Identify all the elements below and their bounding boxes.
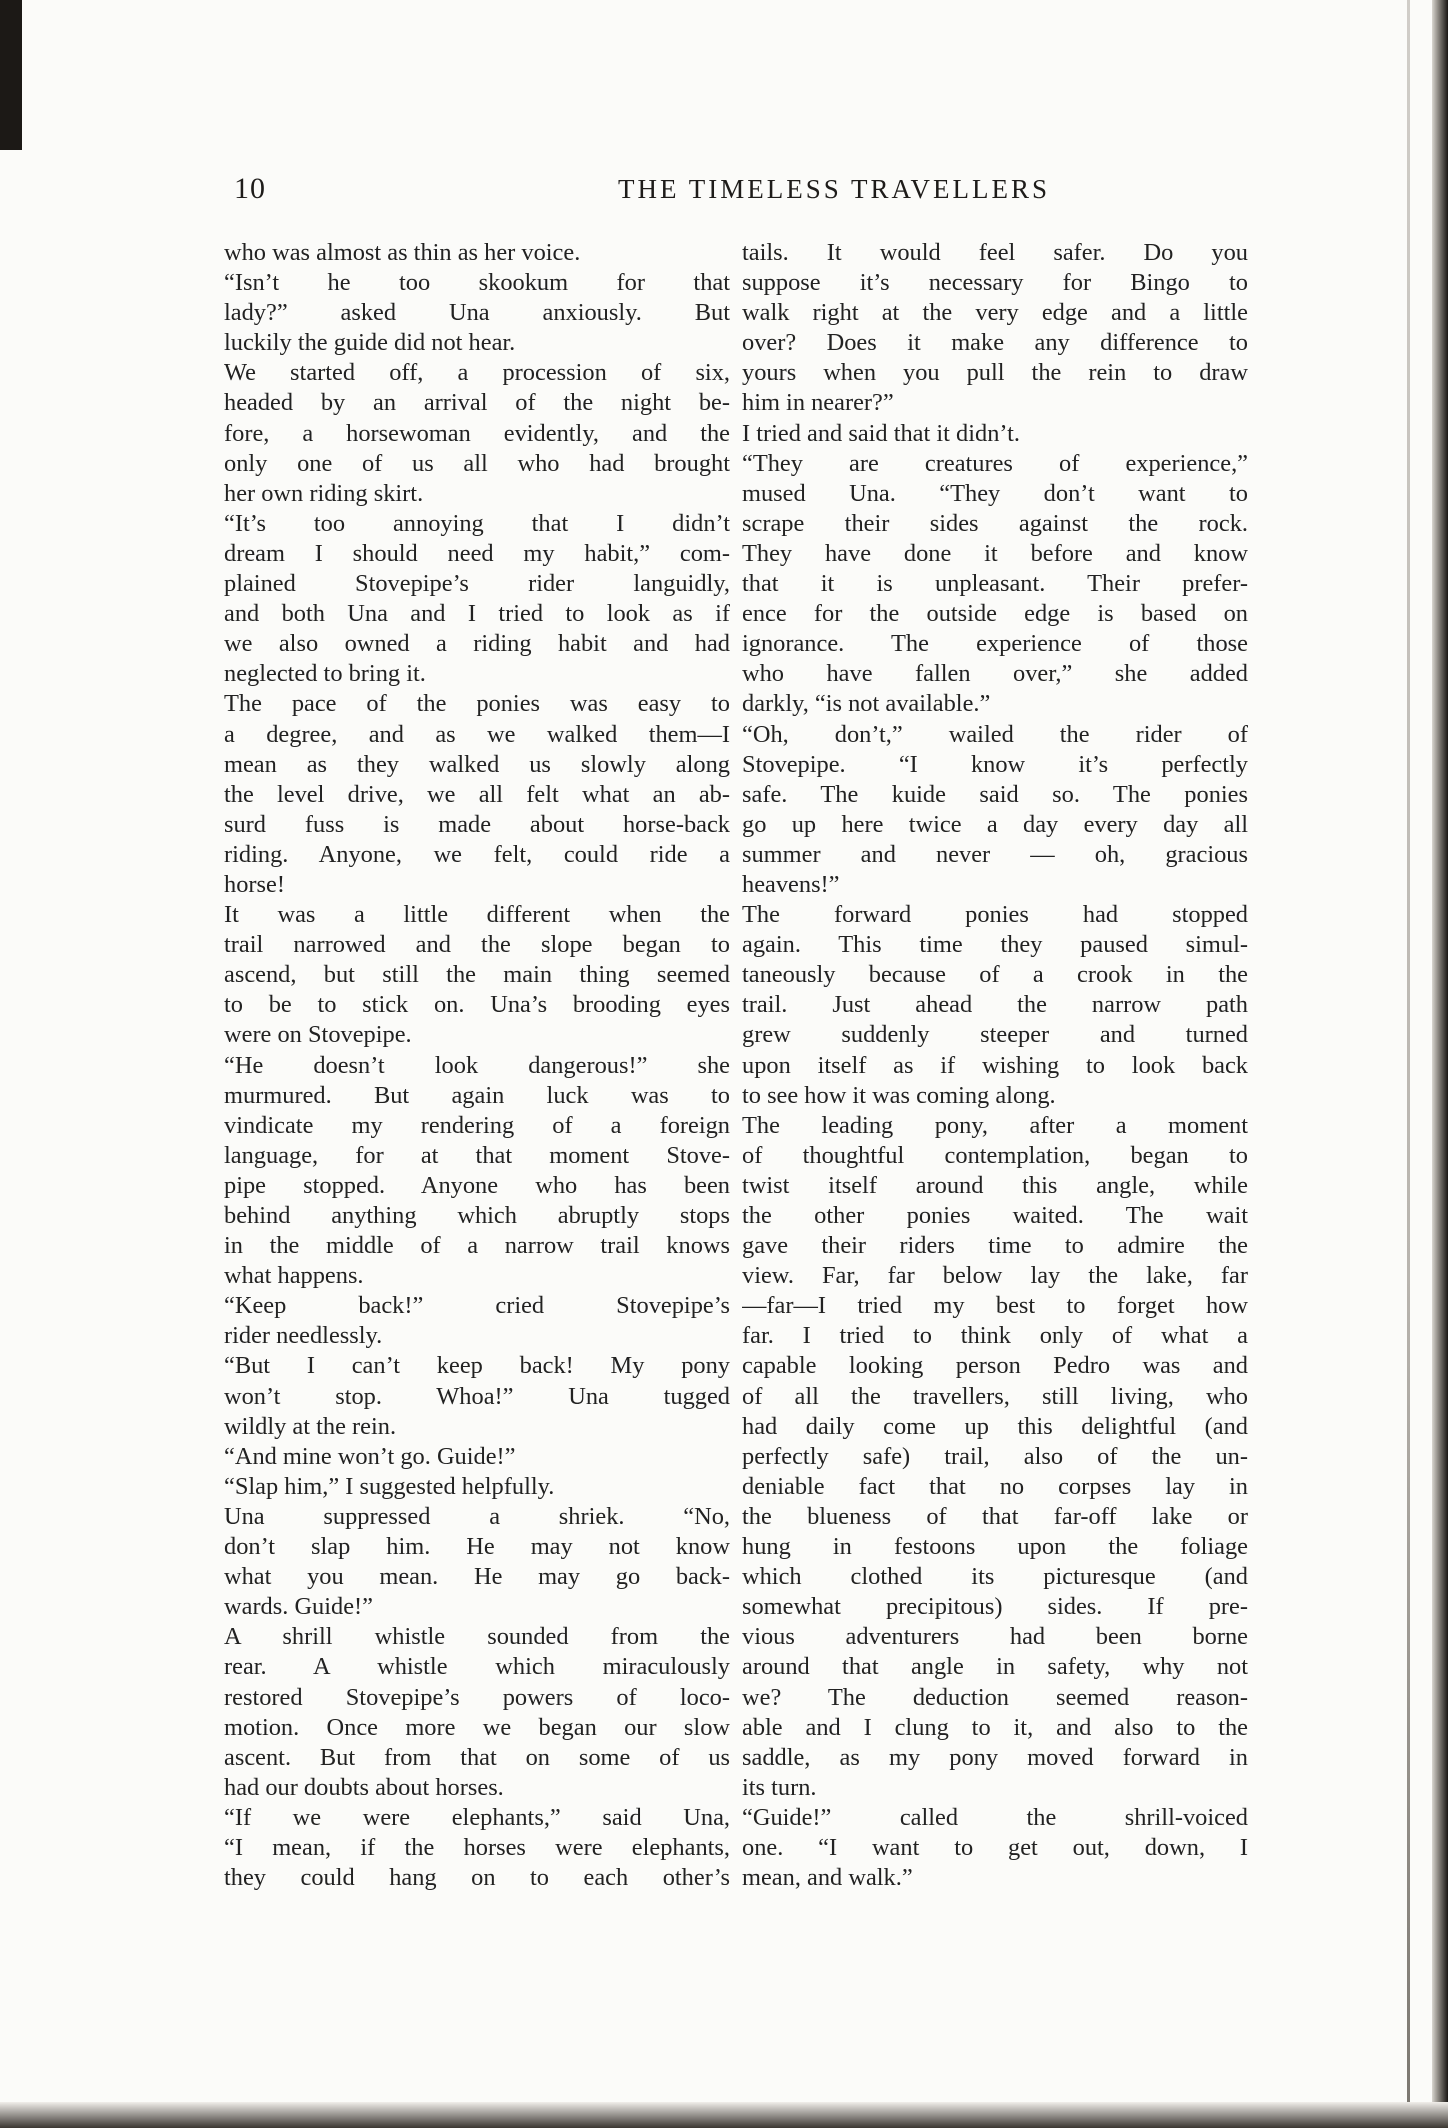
- text-line: yours when you pull the rein to draw: [742, 359, 1248, 387]
- text-line: they could hang on to each other’s: [224, 1864, 730, 1892]
- text-line: motion. Once more we began our slow: [224, 1713, 730, 1741]
- text-line: had daily come up this delightful (and: [742, 1412, 1248, 1440]
- text-line: its turn.: [742, 1773, 817, 1801]
- text-line: riding. Anyone, we felt, could ride a: [224, 840, 730, 868]
- text-line: far. I tried to think only of what a: [742, 1322, 1248, 1350]
- text-line: walk right at the very edge and a little: [742, 299, 1248, 327]
- text-line: we? The deduction seemed reason-: [742, 1683, 1248, 1711]
- text-line: neglected to bring it.: [224, 660, 426, 688]
- text-line: pipe stopped. Anyone who has been: [224, 1171, 730, 1199]
- text-line: darkly, “is not available.”: [742, 690, 991, 718]
- text-line: horse!: [224, 870, 285, 898]
- text-line: of thoughtful contemplation, began to: [742, 1141, 1248, 1169]
- text-line: heavens!”: [742, 870, 840, 898]
- text-line: to see how it was coming along.: [742, 1081, 1056, 1109]
- text-line: who was almost as thin as her voice.: [224, 239, 581, 266]
- text-line: lady?” asked Una anxiously. But: [224, 299, 730, 327]
- text-line: murmured. But again luck was to: [224, 1081, 730, 1109]
- page-fold-line: [1407, 0, 1410, 2128]
- running-title: THE TIMELESS TRAVELLERS: [617, 174, 1051, 204]
- text-line: one. “I want to get out, down, I: [742, 1833, 1248, 1861]
- text-line: him in nearer?”: [742, 389, 894, 417]
- text-line: deniable fact that no corpses lay in: [742, 1472, 1248, 1500]
- text-line: what you mean. He may go back-: [224, 1563, 730, 1591]
- text-line: to be to stick on. Una’s brooding eyes: [224, 991, 730, 1019]
- text-line: grew suddenly steeper and turned: [742, 1021, 1248, 1049]
- text-line: The forward ponies had stopped: [742, 901, 1248, 929]
- text-line: Stovepipe. “I know it’s perfectly: [742, 750, 1248, 778]
- text-line: were on Stovepipe.: [224, 1021, 412, 1049]
- text-line: restored Stovepipe’s powers of loco-: [224, 1683, 730, 1711]
- text-line: and both Una and I tried to look as if: [224, 600, 730, 628]
- text-line: only one of us all who had brought: [224, 449, 730, 477]
- text-line: summer and never — oh, gracious: [742, 840, 1248, 868]
- text-line: “Guide!” called the shrill-voiced: [742, 1803, 1248, 1831]
- text-line: capable looking person Pedro was and: [742, 1352, 1248, 1380]
- text-line: language, for at that moment Stove-: [224, 1141, 730, 1169]
- text-line: had our doubts about horses.: [224, 1773, 504, 1801]
- text-line: luckily the guide did not hear.: [224, 329, 516, 357]
- text-line: the level drive, we all felt what an ab-: [224, 780, 730, 808]
- text-line: ascend, but still the main thing seemed: [224, 961, 730, 989]
- scan-bottom-shadow: [0, 2102, 1448, 2128]
- text-line: mean, and walk.”: [742, 1864, 913, 1892]
- text-line: “Keep back!” cried Stovepipe’s: [224, 1292, 730, 1320]
- text-line: again. This time they paused simul-: [742, 931, 1248, 959]
- text-line: over? Does it make any difference to: [742, 329, 1248, 357]
- text-line: A shrill whistle sounded from the: [224, 1623, 730, 1651]
- text-line: wards. Guide!”: [224, 1593, 373, 1621]
- text-line: in the middle of a narrow trail knows: [224, 1232, 730, 1260]
- text-line: “And mine won’t go. Guide!”: [224, 1442, 516, 1470]
- text-line: surd fuss is made about horse-back: [224, 810, 730, 838]
- text-line: gave their riders time to admire the: [742, 1232, 1248, 1260]
- text-line: “He doesn’t look dangerous!” she: [224, 1051, 730, 1079]
- text-line: trail narrowed and the slope began to: [224, 931, 730, 959]
- text-line: “Slap him,” I suggested helpfully.: [224, 1472, 555, 1500]
- text-line: “I mean, if the horses were elephants,: [224, 1833, 730, 1861]
- text-line: the blueness of that far-off lake or: [742, 1502, 1248, 1530]
- text-line: dream I should need my habit,” com-: [224, 539, 730, 567]
- text-line: We started off, a procession of six,: [224, 359, 730, 387]
- text-line: don’t slap him. He may not know: [224, 1533, 730, 1561]
- left-text-column: [224, 238, 730, 1893]
- text-line: safe. The kuide said so. The ponies: [742, 780, 1248, 808]
- text-line: view. Far, far below lay the lake, far: [742, 1262, 1248, 1290]
- text-line: who have fallen over,” she added: [742, 660, 1248, 688]
- running-head: [234, 168, 1254, 216]
- text-line: rear. A whistle which miraculously: [224, 1653, 730, 1681]
- text-line: of all the travellers, still living, who: [742, 1382, 1248, 1410]
- text-line: scrape their sides against the rock.: [742, 509, 1248, 537]
- text-line: twist itself around this angle, while: [742, 1171, 1248, 1199]
- text-line: what happens.: [224, 1262, 364, 1290]
- text-line: “But I can’t keep back! My pony: [224, 1352, 730, 1380]
- text-line: I tried and said that it didn’t.: [742, 419, 1020, 447]
- text-line: “They are creatures of experience,”: [742, 449, 1248, 477]
- right-text-column: [742, 238, 1248, 1893]
- text-line: “It’s too annoying that I didn’t: [224, 509, 730, 537]
- text-line: “Oh, don’t,” wailed the rider of: [742, 720, 1248, 748]
- text-line: tails. It would feel safer. Do you: [742, 239, 1248, 266]
- text-line: taneously because of a crook in the: [742, 961, 1248, 989]
- text-line: ignorance. The experience of those: [742, 630, 1248, 658]
- text-line: able and I clung to it, and also to the: [742, 1713, 1248, 1741]
- text-line: go up here twice a day every day all: [742, 810, 1248, 838]
- book-edge: [1432, 0, 1448, 2128]
- text-line: fore, a horsewoman evidently, and the: [224, 419, 730, 447]
- text-line: won’t stop. Whoa!” Una tugged: [224, 1382, 730, 1410]
- text-line: perfectly safe) trail, also of the un-: [742, 1442, 1248, 1470]
- text-line: which clothed its picturesque (and: [742, 1563, 1248, 1591]
- text-line: mused Una. “They don’t want to: [742, 479, 1248, 507]
- text-line: vindicate my rendering of a foreign: [224, 1111, 730, 1139]
- text-line: “If we were elephants,” said Una,: [224, 1803, 730, 1831]
- text-line: a degree, and as we walked them—I: [224, 720, 730, 748]
- text-line: saddle, as my pony moved forward in: [742, 1743, 1248, 1771]
- text-line: The pace of the ponies was easy to: [224, 690, 730, 718]
- text-line: rider needlessly.: [224, 1322, 383, 1350]
- text-line: The leading pony, after a moment: [742, 1111, 1248, 1139]
- text-line: mean as they walked us slowly along: [224, 750, 730, 778]
- text-line: we also owned a riding habit and had: [224, 630, 730, 658]
- page-number: 10: [234, 172, 266, 205]
- text-line: ascent. But from that on some of us: [224, 1743, 730, 1771]
- text-line: somewhat precipitous) sides. If pre-: [742, 1593, 1248, 1621]
- text-line: that it is unpleasant. Their prefer-: [742, 570, 1248, 598]
- text-line: They have done it before and know: [742, 539, 1248, 567]
- text-line: ence for the outside edge is based on: [742, 600, 1248, 628]
- text-line: “Isn’t he too skookum for that: [224, 269, 730, 297]
- text-line: the other ponies waited. The wait: [742, 1202, 1248, 1229]
- text-line: Una suppressed a shriek. “No,: [224, 1502, 730, 1530]
- text-line: upon itself as if wishing to look back: [742, 1051, 1248, 1079]
- text-line: her own riding skirt.: [224, 479, 424, 507]
- text-line: suppose it’s necessary for Bingo to: [742, 269, 1248, 297]
- text-line: hung in festoons upon the foliage: [742, 1533, 1248, 1561]
- text-line: wildly at the rein.: [224, 1412, 397, 1440]
- text-line: —far—I tried my best to forget how: [742, 1292, 1248, 1320]
- scan-edge-mark: [0, 0, 22, 150]
- text-line: vious adventurers had been borne: [742, 1623, 1248, 1651]
- text-line: around that angle in safety, why not: [742, 1653, 1248, 1681]
- text-line: plained Stovepipe’s rider languidly,: [224, 570, 730, 598]
- text-line: behind anything which abruptly stops: [224, 1202, 730, 1229]
- text-line: It was a little different when the: [224, 901, 730, 929]
- text-line: trail. Just ahead the narrow path: [742, 991, 1248, 1019]
- text-line: headed by an arrival of the night be-: [224, 389, 730, 417]
